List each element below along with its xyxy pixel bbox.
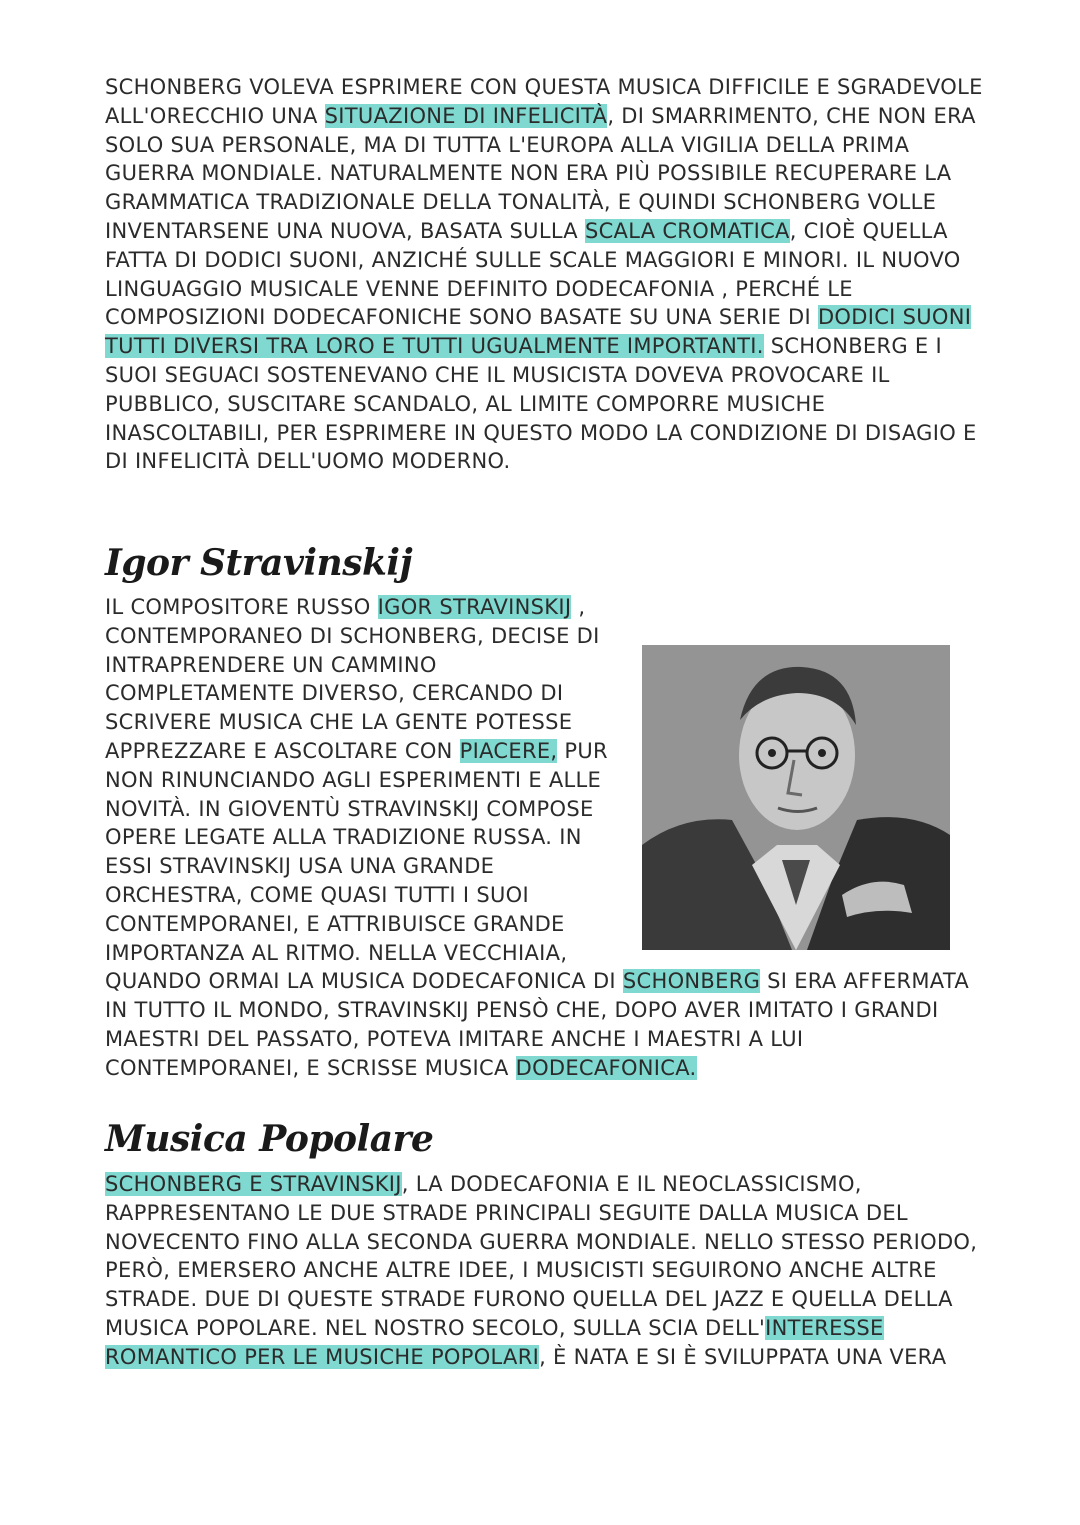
paragraph-schonberg bbox=[105, 73, 985, 476]
highlight: INTERESSE ROMANTICO PER LE MUSICHE POPOLARI bbox=[105, 1315, 884, 1369]
portrait-photo bbox=[642, 645, 950, 950]
text: , CONTEMPORANEO DI SCHONBERG, DECISE DI INTRAPRENDERE UN CAMMINO COMPLETAMENTE DIVERSO, CERCANDO DI SCRIVERE MUSICA CHE LA GENTE POTESSE APPREZZARE E ASCOLTARE CON bbox=[105, 595, 600, 763]
text: SCHONBERG E I SUOI SEGUACI SOSTENEVANO CHE IL MUSICISTA DOVEVA PROVOCARE IL PUBBLICO, SUSCITARE SCANDALO, AL LIMITE COMPORRE MUSICHE INASCOLTABILI, PER ESPRIMERE IN QUESTO MODO LA CONDIZIONE DI DISAGIO E DI INFELICITÀ DELL'UOMO MODERNO. bbox=[105, 334, 977, 474]
text: SI ERA AFFERMATA IN TUTTO IL MONDO, STRAVINSKIJ PENSÒ CHE, DOPO AVER IMITATO I GRANDI MAESTRI DEL PASSATO, POTEVA IMITARE ANCHE I MAESTRI A LUI CONTEMPORANEI, E SCRISSE MUSICA bbox=[105, 969, 969, 1080]
paragraph-musica-popolare bbox=[105, 1170, 985, 1372]
highlight: IGOR STRAVINSKIJ bbox=[377, 595, 572, 619]
text: , CIOÈ QUELLA FATTA DI DODICI SUONI, ANZICHÉ SULLE SCALE MAGGIORI E MINORI. IL NUOVO LINGUAGGIO MUSICALE VENNE DEFINITO DODECAFONIA , PERCHÉ LE COMPOSIZIONI DODECAFONICHE SONO BASATE SU UNA SERIE DI bbox=[105, 218, 961, 330]
portrait-illustration bbox=[642, 645, 950, 950]
heading-igor-stravinskij: Igor Stravinskij bbox=[105, 542, 413, 584]
paragraph-stravinskij bbox=[105, 593, 985, 1083]
heading-musica-popolare: Musica Popolare bbox=[105, 1118, 434, 1160]
highlight: DODECAFONICA. bbox=[515, 1055, 697, 1080]
highlight: DODICI SUONI TUTTI DIVERSI TRA LORO E TUTTI UGUALMENTE IMPORTANTI. bbox=[105, 305, 972, 359]
text: PUR NON RINUNCIANDO AGLI ESPERIMENTI E ALLE NOVITÀ. IN GIOVENTÙ STRAVINSKIJ COMPOSE OPERE LEGATE ALLA TRADIZIONE RUSSA. IN ESSI STRAVINSKIJ USA UNA GRANDE ORCHESTRA, COME QUASI TUTTI I SUOI CONTEMPORANEI, E ATTRIBUISCE GRANDE IMPORTANZA AL RITMO. NELLA VECCHIAIA, QUANDO ORMAI LA MUSICA DODECAFONICA DI bbox=[105, 738, 623, 994]
highlight: SITUAZIONE DI INFELICITÀ bbox=[324, 103, 608, 128]
text: IL COMPOSITORE RUSSO bbox=[105, 595, 378, 619]
text: , DI SMARRIMENTO, CHE NON ERA SOLO SUA PERSONALE, MA DI TUTTA L'EUROPA ALLA VIGILIA DELLA PRIMA GUERRA MONDIALE. NATURALMENTE NON ERA PIÙ POSSIBILE RECUPERARE LA GRAMMATICA TRADIZIONALE DELLA TONALITÀ, E QUINDI SCHONBERG VOLLE INVENTARSENE UNA NUOVA, BASATA SULLA bbox=[105, 103, 976, 243]
highlight: SCHONBERG E STRAVINSKIJ bbox=[105, 1172, 402, 1196]
text: , LA DODECAFONIA E IL NEOCLASSICISMO, RAPPRESENTANO LE DUE STRADE PRINCIPALI SEGUITE DALLA MUSICA DEL NOVECENTO FINO ALLA SECONDA GUERRA MONDIALE. NELLO STESSO PERIODO, PERÒ, EMERSERO ANCHE ALTRE IDEE, I MUSICISTI SEGUIRONO ANCHE ALTRE STRADE. DUE DI QUESTE STRADE FURONO QUELLA DEL JAZZ E QUELLA DELLA MUSICA POPOLARE. NEL NOSTRO SECOLO, SULLA SCIA DELL' bbox=[105, 1172, 978, 1340]
text: SCHONBERG VOLEVA ESPRIMERE CON QUESTA MUSICA DIFFICILE E SGRADEVOLE ALL'ORECCHIO UNA bbox=[105, 75, 983, 128]
highlight: SCALA CROMATICA bbox=[584, 218, 790, 243]
highlight: SCHONBERG bbox=[622, 969, 761, 994]
text: , È NATA E SI È SVILUPPATA UNA VERA bbox=[539, 1344, 947, 1369]
highlight: PIACERE, bbox=[459, 738, 558, 763]
